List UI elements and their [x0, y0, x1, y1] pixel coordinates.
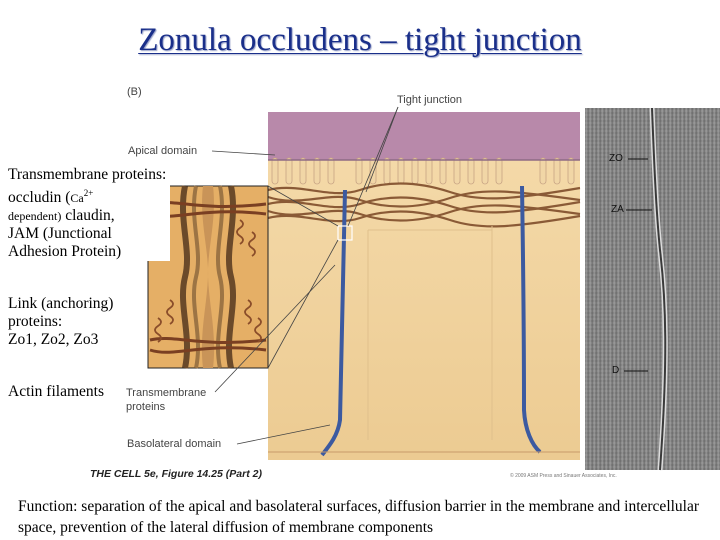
jam-line-2: Adhesion Protein)	[8, 243, 122, 261]
page-title: Zonula occludens – tight junction	[138, 22, 582, 58]
figure-caption: THE CELL 5e, Figure 14.25 (Part 2)	[90, 468, 262, 480]
transmembrane-heading: Transmembrane proteins:	[8, 166, 167, 183]
figure-copyright: © 2009 ASM Press and Sinauer Associates, Inc.	[510, 473, 617, 479]
link-proteins-note: Link (anchoring) proteins: Zo1, Zo2, Zo3	[8, 295, 117, 349]
electron-micrograph	[585, 108, 720, 470]
em-label-d: D	[612, 365, 620, 376]
em-label-zo: ZO	[609, 153, 623, 164]
em-label-za: ZA	[611, 204, 624, 215]
occludin-line: occludin ($Ca^{2+}$	[8, 188, 94, 207]
tight-junction-label: Tight junction	[397, 94, 463, 106]
panel-label: (B)	[127, 86, 142, 98]
claudin-line: dependent) claudin,	[8, 207, 115, 225]
actin-filaments-note: Actin filaments	[8, 383, 104, 400]
transmembrane-note	[8, 166, 170, 261]
function-description: Function: separation of the apical and basolateral surfaces, diffusion barrier in the membrane and intercellular space, prevention of the lateral diffusion of membrane components	[18, 498, 700, 536]
apical-domain-label: Apical domain	[128, 145, 198, 157]
basolateral-domain-label: Basolateral domain	[127, 438, 222, 450]
transmembrane-proteins-label: Transmembrane proteins	[126, 387, 207, 413]
jam-line-1: JAM (Junctional	[8, 225, 112, 243]
